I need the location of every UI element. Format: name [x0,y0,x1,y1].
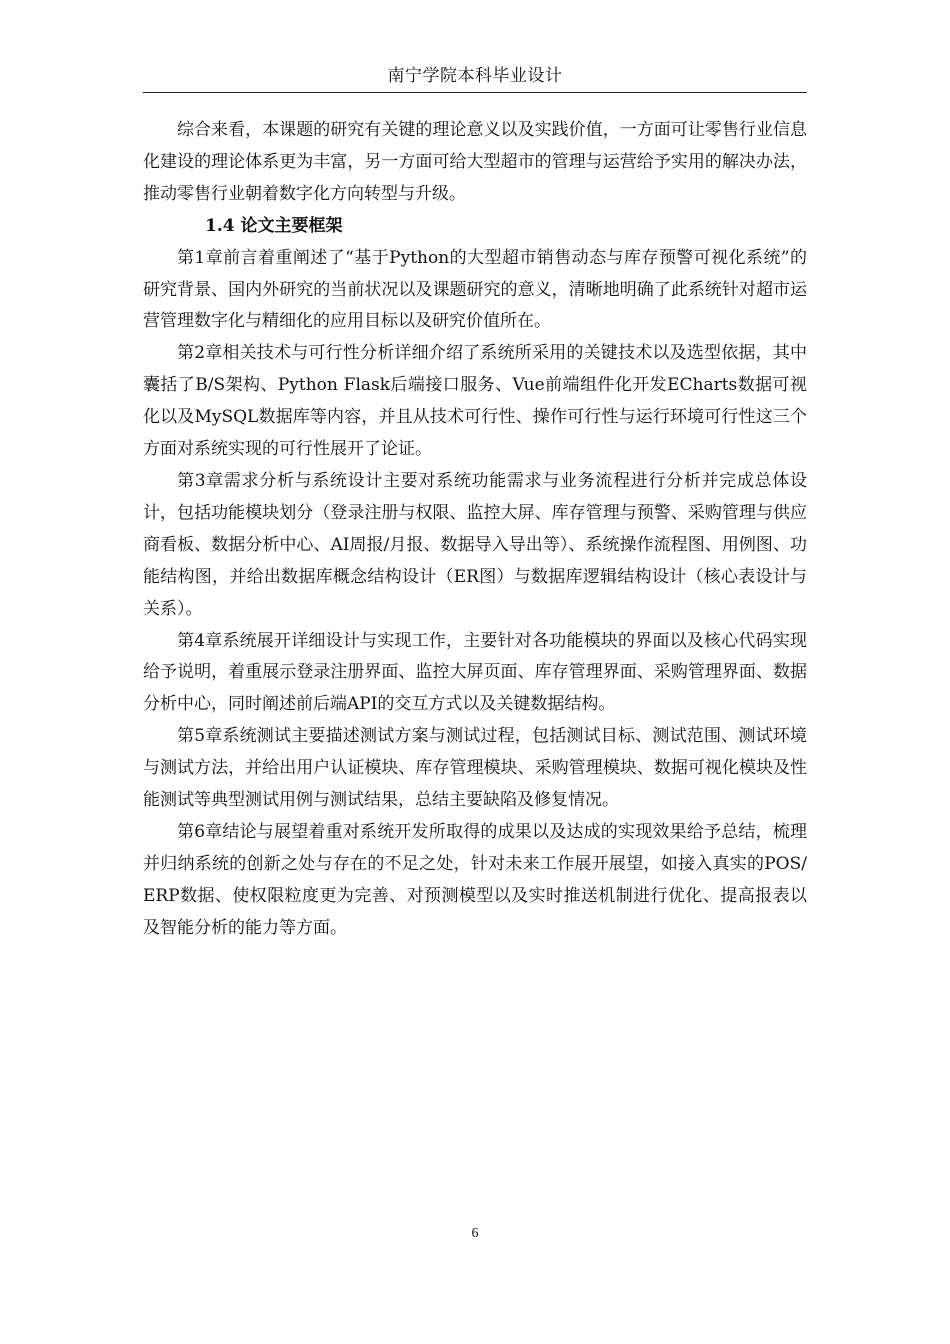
header-title: 南宁学院本科毕业设计 [387,66,563,86]
paragraph-chapter-1: 第1章前言着重阐述了“基于Python的大型超市销售动态与库存预警可视化系统”的研究背景、国内外研究的当前状况以及课题研究的意义，清晰地明确了此系统针对超市运营管理数字化与精细化的应用目标以及研究价值所在。 [143,247,807,332]
paragraph-chapter-3: 第3章需求分析与系统设计主要对系统功能需求与业务流程进行分析并完成总体设计，包括功能模块划分（登录注册与权限、监控大屏、库存管理与预警、采购管理与供应商看板、数据分析中心、AI周报/月报、数据导入导出等）、系统操作流程图、用例图、功能结构图，并给出数据库概念结构设计（ER图）与数据库逻辑结构设计（核心表设计与关系）。 [143,470,807,619]
section-heading: 1.4 论文主要框架 [205,215,343,236]
paragraph-chapter-2: 第2章相关技术与可行性分析详细介绍了系统所采用的关键技术以及选型依据，其中囊括了B/S架构、Python Flask后端接口服务、Vue前端组件化开发ECharts数据可视化以及MySQL数据库等内容，并且从技术可行性、操作可行性与运行环境可行性这三个方面对系统实现的可行性展开了论证。 [143,343,807,460]
document-body [143,115,807,945]
page-number: 6 [471,1226,479,1241]
paragraph-intro: 综合来看，本课题的研究有关键的理论意义以及实践价值，一方面可让零售行业信息化建设的理论体系更为丰富，另一方面可给大型超市的管理与运营给予实用的解决办法，推动零售行业朝着数字化方向转型与升级。 [143,120,807,204]
paragraph-chapter-4: 第4章系统展开详细设计与实现工作，主要针对各功能模块的界面以及核心代码实现给予说明，着重展示登录注册界面、监控大屏页面、库存管理界面、采购管理界面、数据分析中心，同时阐述前后端API的交互方式以及关键数据结构。 [143,630,807,715]
page-header [143,62,807,93]
paragraph-chapter-5: 第5章系统测试主要描述测试方案与测试过程，包括测试目标、测试范围、测试环境与测试方法，并给出用户认证模块、库存管理模块、采购管理模块、数据可视化模块及性能测试等典型测试用例与测试结果，总结主要缺陷及修复情况。 [143,726,807,811]
paragraph-chapter-6: 第6章结论与展望着重对系统开发所取得的成果以及达成的实现效果给予总结，梳理并归纳系统的创新之处与存在的不足之处，针对未来工作展开展望，如接入真实的POS/ERP数据、使权限粒度更为完善、对预测模型以及实时推送机制进行优化、提高报表以及智能分析的能力等方面。 [143,821,807,938]
